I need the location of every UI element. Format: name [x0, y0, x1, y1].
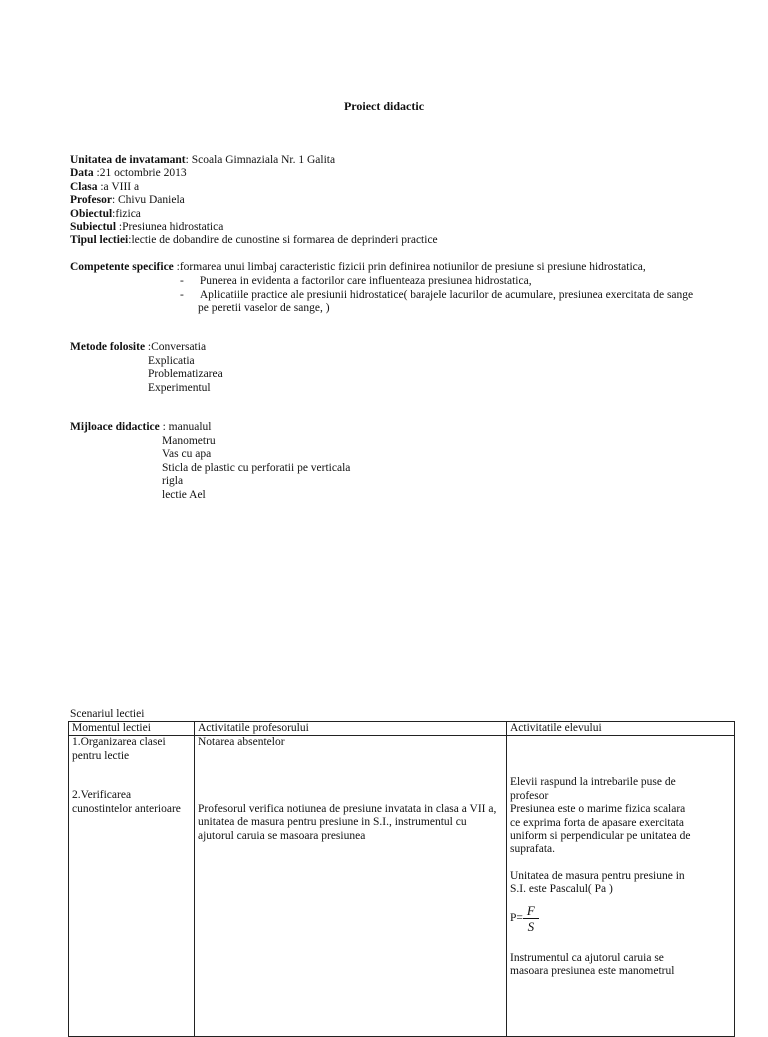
cell-line: Presiunea este o marime fizica scalara — [510, 803, 686, 816]
cell-momentul — [69, 736, 195, 1037]
list-item: Vas cu apa — [162, 448, 212, 461]
cell-profesor — [195, 736, 507, 1037]
list-item: Explicatia — [148, 355, 195, 367]
list-item: Experimentul — [148, 381, 211, 394]
header-profesor: Activitatile profesorului — [195, 722, 507, 736]
pressure-formula: P= $\frac{F}{S}$ — [510, 903, 734, 934]
scenariu-caption: Scenariul lectiei — [70, 708, 145, 720]
table-row — [69, 736, 735, 1037]
metode-list — [148, 355, 223, 395]
info-block — [70, 154, 438, 248]
info-data: Data :21 octombrie 2013 — [70, 167, 187, 180]
info-obiectul: Obiectul:fizica — [70, 207, 141, 220]
cell-line: pentru lectie — [72, 749, 130, 762]
cell-line: Instrumentul ca ajutorul caruia se — [510, 951, 664, 964]
cell-line: ce exprima forta de apasare exercitata — [510, 816, 684, 829]
info-profesor: Profesor: Chivu Daniela — [70, 194, 185, 207]
cell-line: 2.Verificarea — [72, 789, 132, 802]
cell-line: cunostintelor anterioare — [72, 802, 181, 815]
competente-continuation: pe peretii vaselor de sange, ) — [198, 302, 330, 314]
mijloace-first-line: Mijloace didactice : manualul — [70, 421, 212, 433]
cell-line: 1.Organizarea clasei — [72, 736, 166, 749]
cell-elev — [507, 736, 735, 1037]
cell-line: suprafata. — [510, 843, 556, 856]
list-item: Manometru — [162, 435, 216, 447]
info-clasa: Clasa :a VIII a — [70, 180, 140, 193]
page-title: Proiect didactic — [343, 99, 425, 113]
cell-line: Unitatea de masura pentru presiune in — [510, 869, 685, 882]
header-momentul: Momentul lectiei — [69, 722, 195, 736]
list-item: lectie Ael — [162, 488, 206, 501]
info-unitatea: Unitatea de invatamant: Scoala Gimnaziala Nr. 1 Galita — [70, 154, 336, 166]
metode-first-line: Metode folosite :Conversatia — [70, 341, 207, 353]
formula-fraction: $\frac{F}{S}$ — [523, 903, 539, 934]
cell-line: Elevii raspund la intrebarile puse de — [510, 776, 676, 789]
cell-line: uniform si perpendicular pe unitatea de — [510, 830, 691, 843]
cell-line: masoara presiunea este manometrul — [510, 965, 675, 978]
cell-line: profesor — [510, 789, 549, 802]
list-item: Sticla de plastic cu perforatii pe verticala — [162, 461, 351, 474]
header-elev: Activitatile elevului — [507, 722, 735, 736]
info-subiectul: Subiectul :Presiunea hidrostatica — [70, 221, 224, 234]
cell-line: S.I. este Pascalul( Pa ) — [510, 883, 613, 896]
cell-line: ajutorul caruia se masoara presiunea — [198, 829, 366, 842]
mijloace-list — [162, 435, 350, 502]
cell-line: Notarea absentelor — [198, 736, 285, 749]
cell-line: unitatea de masura pentru presiune in S.I., instrumentul cu — [198, 816, 467, 829]
list-item: Problematizarea — [148, 368, 223, 381]
competente-bullet: - Punerea in evidenta a factorilor care influenteaza presiunea hidrostatica, — [180, 275, 532, 287]
competente-first-line: Competente specifice :formarea unui limbaj caracteristic fizicii prin definirea notiunilor de presiune si presiune hidrostatica, — [70, 261, 646, 273]
list-item: rigla — [162, 475, 184, 488]
competente-bullet: - Aplicatiile practice ale presiunii hidrostatice( barajele lacurilor de acumulare, presiunea exercitata de sange — [180, 289, 694, 301]
table-header-row — [69, 722, 735, 736]
info-tipul-lectiei: Tipul lectiei:lectie de dobandire de cunostine si formarea de deprinderi practice — [70, 234, 438, 247]
cell-line: Profesorul verifica notiunea de presiune invatata in clasa a VII a, — [198, 802, 497, 815]
scenariu-table — [68, 721, 735, 1037]
